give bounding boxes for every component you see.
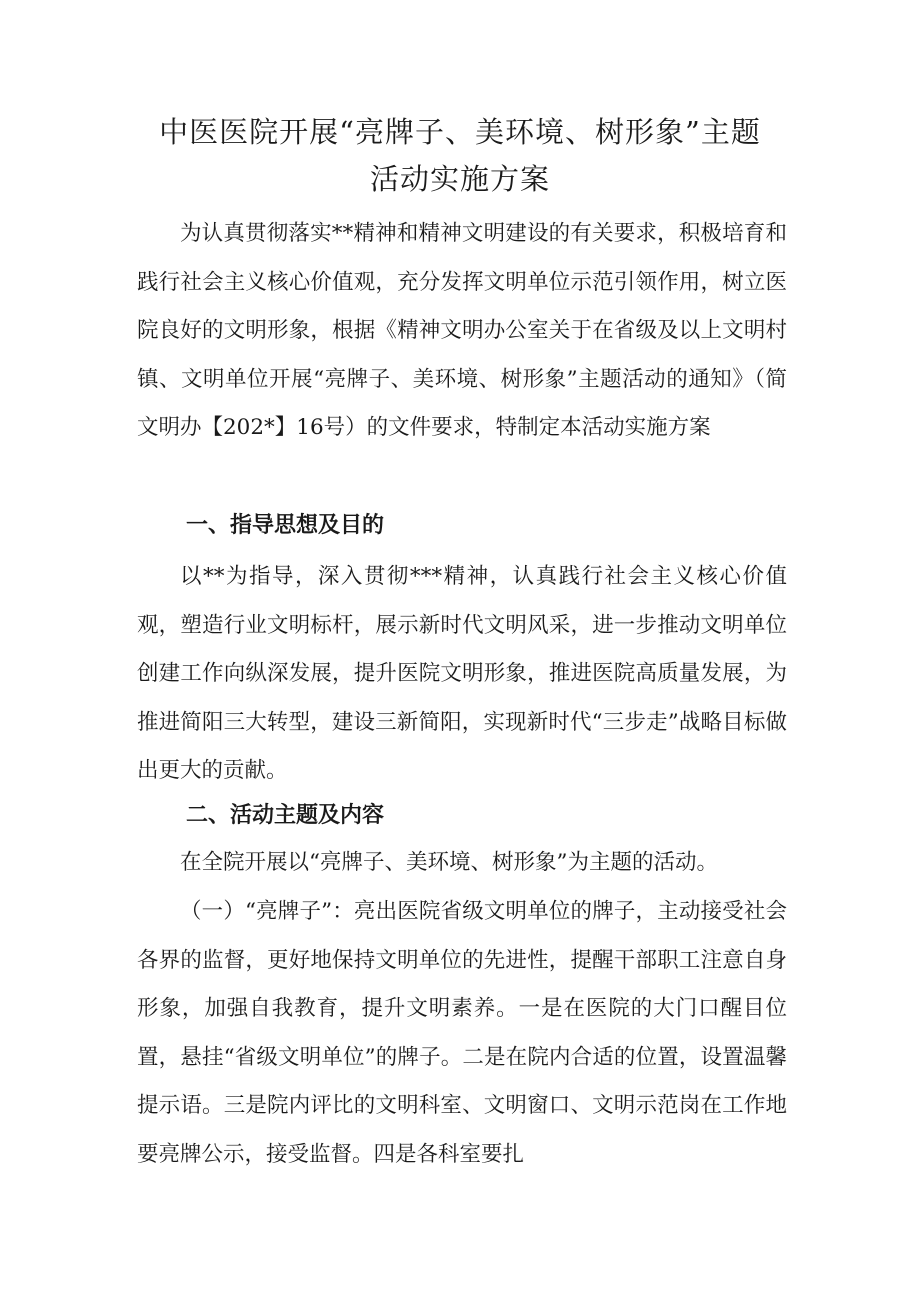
section1-paragraph: 以**为指导，深入贯彻***精神，认真践行社会主义核心价值观，塑造行业文明标杆，展示新时代文明风采，进一步推动文明单位创建工作向纵深发展，提升医院文明形象，推进医院高质量发展，为推进简阳三大转型，建设三新简阳，实现新时代“三步走”战略目标做出更大的贡献。 (137, 564, 787, 784)
intro-paragraph: 为认真贯彻落实**精神和精神文明建设的有关要求，积极培育和践行社会主义核心价值观，充分发挥文明单位示范引领作用，树立医院良好的文明形象，根据《精神文明办公室关于在省级及以上文明村镇、文明单位开展“亮牌子、美环境、树形象”主题活动的通知》（简文明办【202*】16号）的文件要求，特制定本活动实施方案 (137, 221, 787, 441)
document-title-line1: 中医医院开展“亮牌子、美环境、树形象”主题 (159, 115, 761, 149)
section2-intro-paragraph: 在全院开展以“亮牌子、美环境、树形象”为主题的活动。 (180, 850, 718, 875)
section2-item1-paragraph: （一）“亮牌子”：亮出医院省级文明单位的牌子，主动接受社会各界的监督，更好地保持文明单位的先进性，提醒干部职工注意自身形象，加强自我教育，提升文明素养。一是在医院的大门口醒目位置，悬挂“省级文明单位”的牌子。二是在院内合适的位置，设置温馨提示语。三是院内评比的文明科室、文明窗口、文明示范岗在工作地要亮牌公示，接受监督。四是各科室要扎 (137, 899, 787, 1167)
document-title-line2: 活动实施方案 (369, 162, 550, 196)
section2-heading: 二、活动主题及内容 (186, 803, 385, 828)
section1-heading: 一、指导思想及目的 (186, 513, 385, 538)
